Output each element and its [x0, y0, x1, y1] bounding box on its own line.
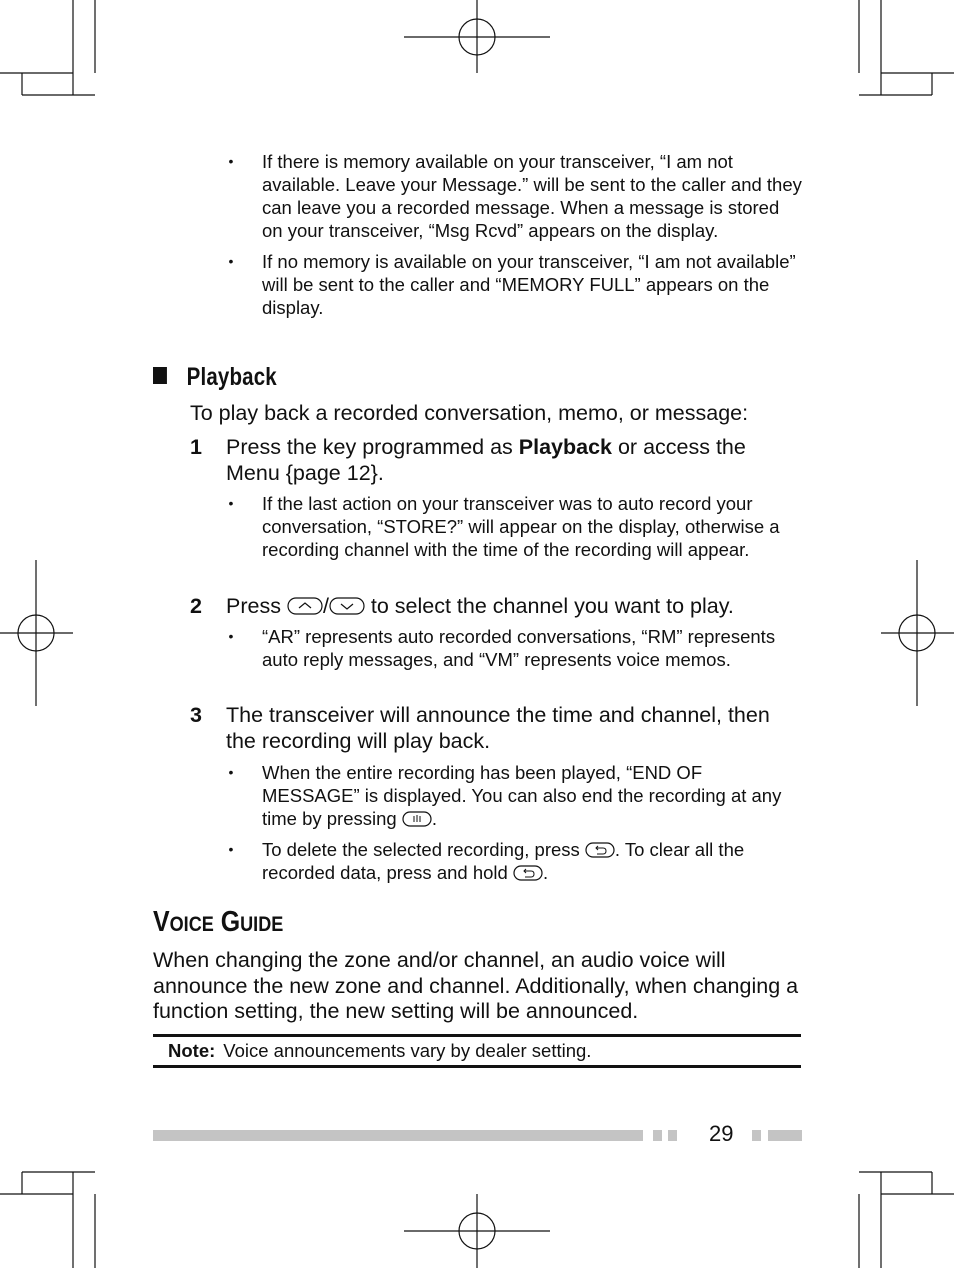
playback-heading-text: Playback	[186, 363, 277, 391]
step-text-post: or access the Menu {page 12}.	[226, 435, 746, 485]
step-number: 1	[190, 435, 202, 459]
bullet-text	[262, 839, 744, 883]
bullet-text-pre: To delete the selected recording, press	[262, 839, 585, 860]
step-number: 2	[190, 594, 202, 618]
step-text	[190, 434, 800, 486]
bullet-glyph: •	[228, 495, 234, 511]
heading-part: OICE	[169, 913, 214, 936]
playback-heading	[153, 363, 277, 392]
bullet-text-post: .	[542, 862, 549, 883]
footer-square	[653, 1130, 662, 1141]
list-item	[224, 625, 804, 671]
step-text-pre: Press	[226, 594, 287, 618]
bullet-glyph: •	[228, 764, 234, 780]
voice-guide-heading	[153, 906, 283, 939]
step-text-post: to select the channel you want to play.	[364, 594, 734, 618]
bullet-text-pre: When the entire recording has been played, “END OF MESSAGE” is displayed. You can also end the recording at any time by pressing	[262, 762, 782, 829]
list-item	[224, 250, 804, 319]
step-text	[190, 593, 800, 619]
note-box	[153, 1034, 801, 1068]
bullet-glyph: •	[228, 153, 234, 169]
step-1-bullets	[224, 492, 804, 569]
voice-guide-text: When changing the zone and/or channel, an audio voice will announce the new zone and channel. Additionally, when changing a function setting, the new setting will be announced.	[153, 948, 799, 1023]
step-1	[190, 434, 800, 486]
note-text: Voice announcements vary by dealer setting.	[223, 1040, 592, 1061]
back-key-icon	[513, 865, 543, 881]
list-item	[224, 150, 804, 242]
page-number: 29	[709, 1121, 734, 1146]
list-item	[224, 492, 804, 561]
list-item	[224, 761, 804, 830]
list-item	[224, 838, 804, 884]
bullet-text	[262, 762, 781, 829]
section-square-icon	[153, 367, 167, 384]
key-separator: /	[322, 594, 329, 618]
footer-square	[752, 1130, 761, 1141]
step-2-bullets	[224, 625, 804, 679]
back-key-icon	[585, 842, 615, 858]
step-text: The transceiver will announce the time and channel, then the recording will play back.	[226, 703, 770, 753]
bullet-text: “AR” represents auto recorded conversations, “RM” represents auto reply messages, and “VM” represents voice memos.	[262, 626, 776, 670]
bullet-glyph: •	[228, 841, 234, 857]
playback-intro: To play back a recorded conversation, memo, or message:	[190, 401, 749, 425]
step-text-pre: Press the key programmed as	[226, 435, 519, 459]
ptt-key-icon	[402, 811, 432, 827]
step-3	[190, 702, 800, 754]
top-bullet-list	[224, 150, 804, 327]
bullet-glyph: •	[228, 253, 234, 269]
bullet-text-mid: . To clear all the recorded data, press and hold	[262, 839, 745, 883]
bullet-glyph: •	[228, 628, 234, 644]
step-2	[190, 593, 800, 619]
step-text-bold: Playback	[518, 435, 612, 459]
up-key-icon	[287, 597, 323, 615]
down-key-icon	[329, 597, 365, 615]
step-3-bullets	[224, 761, 804, 892]
bullet-text: If the last action on your transceiver was to auto record your conversation, “STORE?” will appear on the display, otherwise a recording channel with the time of the recording will appear.	[262, 493, 780, 560]
heading-part: UIDE	[240, 913, 284, 936]
footer-bar	[153, 1130, 643, 1141]
bullet-text-post: .	[431, 808, 437, 829]
heading-part: G	[220, 906, 241, 938]
footer-square	[668, 1130, 677, 1141]
heading-part: V	[153, 906, 170, 938]
bullet-text: If there is memory available on your transceiver, “I am not available. Leave your Message.” will be sent to the caller and they can leave you a recorded message. When a message is stored on your transceiver, “Msg Rcvd” appears on the display.	[262, 151, 802, 241]
bullet-text: If no memory is available on your transceiver, “I am not available” will be sent to the caller and “MEMORY FULL” appears on the display.	[262, 251, 796, 318]
note-label: Note:	[168, 1040, 216, 1061]
footer-bar	[768, 1130, 802, 1141]
step-number: 3	[190, 703, 202, 727]
